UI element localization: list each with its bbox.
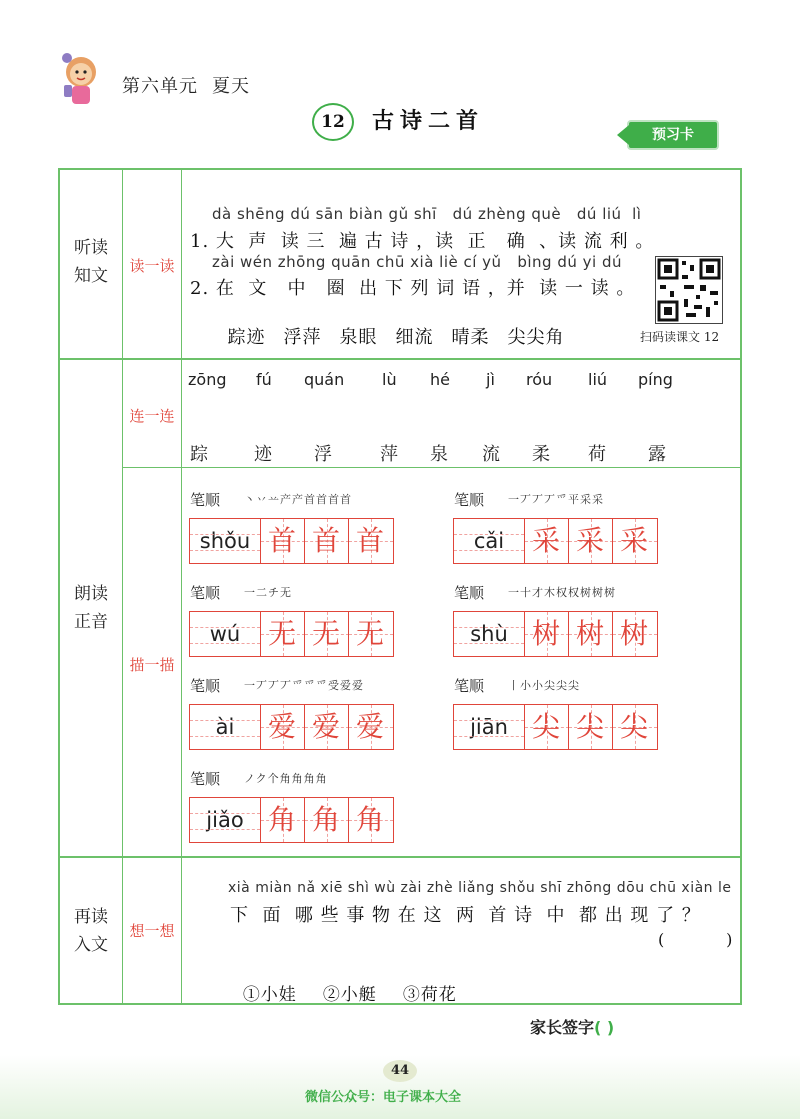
connect-char-row [190, 440, 730, 464]
activity-read: 读一读 [129, 257, 175, 275]
preview-card-tag: 预习卡 [627, 120, 719, 150]
lesson-number-badge: 12 [312, 103, 354, 141]
writing-grid [453, 518, 658, 564]
stroke-sequence: ノク个角角角角 [244, 772, 328, 785]
writing-grid [453, 611, 658, 657]
pinyin-box: cǎi [454, 519, 524, 563]
trace-char[interactable]: 采 [575, 524, 604, 557]
trace-char[interactable]: 无 [267, 617, 296, 650]
stroke-order-label: 笔顺 [454, 677, 485, 695]
trace-char[interactable]: 尖 [619, 710, 648, 743]
trace-char[interactable]: 首 [355, 524, 384, 557]
pinyin-box: shǒu [190, 519, 260, 563]
read-line1-text: 1. 大 声 读 三 遍 古 诗 ，读 正 确 、读 流 利 。 [190, 231, 655, 252]
word-list [214, 302, 582, 349]
stroke-sequence: 一十才木权权树树树 [508, 586, 616, 599]
activity-think: 想一想 [129, 922, 175, 940]
unit-title [122, 72, 264, 98]
pinyin-box: ài [190, 705, 260, 749]
stroke-sequence: 一丆丆丆爫爫爫受爱爱 [244, 679, 364, 692]
stroke-sequence: 一二チ无 [244, 586, 292, 599]
stroke-order-label: 笔顺 [190, 491, 221, 509]
connect-pinyin[interactable]: hé [430, 370, 450, 389]
trace-char[interactable]: 采 [531, 524, 560, 557]
activity-connect: 连一连 [129, 407, 175, 425]
pinyin-box: shù [454, 612, 524, 656]
qr-caption: 扫码读课文 12 [640, 330, 720, 344]
trace-char[interactable]: 树 [531, 617, 560, 650]
section-reread: 再读 入文 [74, 907, 108, 955]
connect-char[interactable]: 荷 [588, 444, 606, 465]
wechat-account: 微信公众号：电子课本大全 [305, 1090, 462, 1105]
options [230, 960, 457, 1005]
trace-char[interactable]: 首 [267, 524, 296, 557]
connect-pinyin-row [186, 370, 726, 392]
trace-char[interactable]: 角 [355, 803, 384, 836]
connect-char[interactable]: 浮 [314, 444, 332, 465]
connect-pinyin[interactable]: liú [588, 370, 608, 389]
trace-char[interactable]: 树 [575, 617, 604, 650]
cartoon-child-icon [55, 48, 105, 108]
connect-pinyin[interactable]: lù [382, 370, 397, 389]
option-item[interactable]: ②小艇 [322, 985, 377, 1005]
stroke-sequence: 丨小小尖尖尖 [508, 679, 580, 692]
connect-char[interactable]: 萍 [380, 444, 398, 465]
parent-signature-label: 家长签字 [530, 1018, 595, 1037]
connect-char[interactable]: 露 [648, 444, 666, 465]
word-item: 尖尖角 [507, 327, 565, 348]
connect-pinyin[interactable]: jì [486, 370, 495, 389]
stroke-order-label: 笔顺 [190, 770, 221, 788]
section-read-aloud: 朗读 正音 [74, 584, 108, 632]
trace-char[interactable]: 尖 [531, 710, 560, 743]
stroke-order-label: 笔顺 [454, 584, 485, 602]
word-item: 晴柔 [451, 327, 490, 348]
stroke-sequence: 一丆丆丆爫平采采 [508, 493, 604, 506]
trace-char[interactable]: 无 [311, 617, 340, 650]
connect-char[interactable]: 泉 [430, 444, 448, 465]
stroke-order-label: 笔顺 [190, 584, 221, 602]
trace-char[interactable]: 爱 [355, 710, 384, 743]
read-line2-pinyin: zài wén zhōng quān chū xià liè cí yǔ bìng dú yi dú [212, 253, 622, 271]
writing-grid [189, 704, 394, 750]
connect-char[interactable]: 柔 [532, 444, 550, 465]
page-number: 44 [383, 1060, 417, 1082]
connect-char[interactable]: 流 [482, 444, 500, 465]
connect-char[interactable]: 踪 [190, 444, 208, 465]
stroke-sequence: 丶丷䒑产产首首首首 [244, 493, 352, 506]
word-item: 踪迹 [227, 327, 266, 348]
option-item[interactable]: ①小娃 [242, 985, 297, 1005]
trace-char[interactable]: 尖 [575, 710, 604, 743]
lesson-title: 古诗二首 [372, 108, 485, 134]
trace-char[interactable]: 爱 [311, 710, 340, 743]
trace-char[interactable]: 爱 [267, 710, 296, 743]
unit-theme: 夏天 [212, 76, 250, 97]
pinyin-box: jiǎo [190, 798, 260, 842]
word-item: 泉眼 [339, 327, 378, 348]
trace-char[interactable]: 首 [311, 524, 340, 557]
connect-pinyin[interactable]: quán [304, 370, 345, 389]
connect-pinyin[interactable]: róu [526, 370, 553, 389]
stroke-order-label: 笔顺 [454, 491, 485, 509]
connect-char[interactable]: 迹 [254, 444, 272, 465]
writing-grid [189, 611, 394, 657]
question-text: 下 面 哪 些 事 物 在 这 两 首 诗 中 都 出 现 了 ？ [230, 905, 701, 926]
option-item[interactable]: ③荷花 [402, 985, 457, 1005]
trace-char[interactable]: 角 [267, 803, 296, 836]
read-line1-pinyin: dà shēng dú sān biàn gǔ shī dú zhèng què dú liú lì [212, 205, 642, 223]
word-item: 细流 [395, 327, 434, 348]
unit-label: 第六单元 [122, 76, 198, 97]
trace-char[interactable]: 无 [355, 617, 384, 650]
writing-grid [189, 518, 394, 564]
writing-grid [453, 704, 658, 750]
connect-pinyin[interactable]: fú [256, 370, 272, 389]
qr-code-icon[interactable] [655, 256, 723, 324]
word-item: 浮萍 [283, 327, 322, 348]
stroke-order-label: 笔顺 [190, 677, 221, 695]
answer-blank[interactable]: ( ) [658, 930, 734, 949]
activity-trace: 描一描 [129, 656, 175, 674]
read-line2-text: 2. 在 文 中 圈 出 下 列 词 语 ，并 读 一 读 。 [190, 278, 636, 299]
section-listen-read: 听读 知文 [74, 238, 108, 286]
trace-char[interactable]: 采 [619, 524, 648, 557]
pinyin-box: jiān [454, 705, 524, 749]
trace-char[interactable]: 树 [619, 617, 648, 650]
trace-char[interactable]: 角 [311, 803, 340, 836]
writing-grid [189, 797, 394, 843]
connect-pinyin[interactable]: píng [638, 370, 673, 389]
pinyin-box: wú [190, 612, 260, 656]
question-pinyin: xià miàn nǎ xiē shì wù zài zhè liǎng shǒu shī zhōng dōu chū xiàn le [228, 880, 732, 896]
signature-field[interactable]: ( ) [594, 1018, 615, 1037]
parent-signature[interactable] [530, 1015, 614, 1038]
connect-pinyin[interactable]: zōng [188, 370, 227, 389]
